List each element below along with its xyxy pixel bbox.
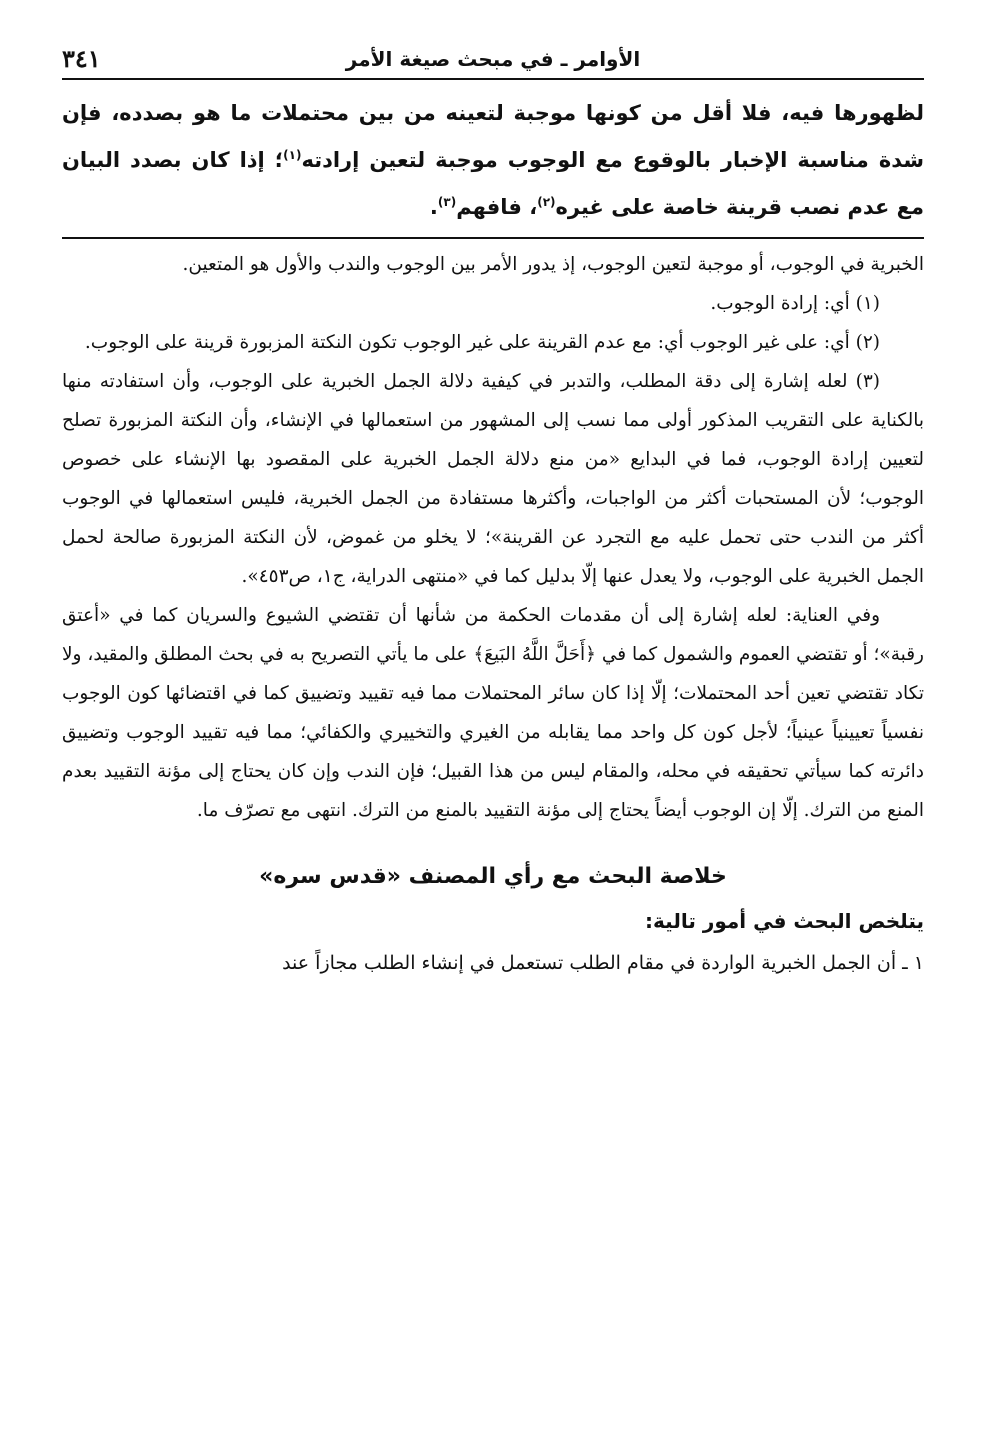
main-text-part-3: ، فافهم xyxy=(456,195,538,219)
footnote-ref-1: (١) xyxy=(283,148,302,162)
summary-heading: خلاصة البحث مع رأي المصنف «قدس سره» xyxy=(259,864,727,889)
page-number: ٣٤١ xyxy=(62,44,101,73)
page-header xyxy=(62,40,924,80)
main-text-part-1: لظهورها فيه، فلا أقل من كونها موجبة لتعينه من بين محتملات ما هو بصدده، فإن شدة مناسبة الإخبار بالوقوع مع الوجوب موجبة لتعين إرادته xyxy=(62,101,924,172)
main-text-part-2: ؛ إذا كان بصدد البيان مع عدم نصب قرينة خاصة على غيره xyxy=(62,148,924,219)
footnote-ref-3: (٣) xyxy=(437,195,457,209)
footnote-2: (٢) أي: على غير الوجوب أي: مع عدم القرينة على غير الوجوب تكون النكتة المزبورة قرينة على الوجوب. xyxy=(84,332,880,353)
footnote-3: (٣) لعله إشارة إلى دقة المطلب، والتدبر في كيفية دلالة الجمل الخبرية على الوجوب، وأن استفادته منها بالكناية على التقريب المذكور أولى مما نسب إلى المشهور من استعمالها في الإنشاء، وأن النكتة المزبورة تصلح لتعيين إرادة الوجوب، فما في البدايع «من منع دلالة الجمل الخبرية على المقصود بها الإنشاء على خصوص الوجوب؛ لأن المستحبات أكثر من الواجبات، وأكثرها مستفادة من الجمل الخبرية، فليس استعمالها في الوجوب أكثر من الندب حتى تحمل عليه مع التجرد عن القرينة»؛ لا يخلو من غموض، لأن النكتة المزبورة صالحة لحمل الجمل الخبرية على الوجوب، ولا يعدل عنها إلّا بدليل كما في «منتهى الدراية، ج١، ص٤٥٣». xyxy=(62,371,924,587)
footnote-separator xyxy=(62,237,924,239)
footnote-ref-2: (٢) xyxy=(537,195,556,209)
summary-section xyxy=(62,854,924,984)
footnote-1: (١) أي: إرادة الوجوب. xyxy=(710,293,880,314)
summary-intro: يتلخص البحث في أمور تالية: xyxy=(645,909,924,933)
footnote-3-continuation: وفي العناية: لعله إشارة إلى أن مقدمات الحكمة من شأنها أن تقتضي الشيوع والسريان كما في «أعتق رقبة»؛ أو تقتضي العموم والشمول كما في ﴿أَحَلَّ اللَّهُ البَيعَ﴾ على ما يأتي التصريح به في بحث المطلق والمقيد، ولا تكاد تقتضي تعين أحد المحتملات؛ إلّا إذا كان سائر المحتملات مما فيه تقييد وتضييق كما في اقتضائها كون الوجوب نفسياً تعيينياً عينياً؛ لأجل كون كل واحد مما يقابله من الغيري والتخييري والكفائي؛ مما فيه تقييد الوجوب وتضييق دائرته كما سيأتي تحقيقه في محله، والمقام ليس من هذا القبيل؛ فإن الندب وإن كان يحتاج إلى مؤنة التقييد بعدم المنع من الترك. إلّا إن الوجوب أيضاً يحتاج إلى مؤنة التقييد بالمنع من الترك. انتهى مع تصرّف ما. xyxy=(62,605,924,821)
document-page xyxy=(62,40,924,984)
main-text-part-4: . xyxy=(429,195,438,219)
footnotes xyxy=(62,245,924,830)
footnote-continuation: الخبرية في الوجوب، أو موجبة لتعين الوجوب، إذ يدور الأمر بين الوجوب والندب والأول هو المتعين. xyxy=(182,254,924,275)
running-title: الأوامر ـ في مبحث صيغة الأمر xyxy=(345,47,641,71)
summary-item-1: ١ ـ أن الجمل الخبرية الواردة في مقام الطلب تستعمل في إنشاء الطلب مجازاً عند xyxy=(282,952,924,974)
main-text xyxy=(62,90,924,233)
